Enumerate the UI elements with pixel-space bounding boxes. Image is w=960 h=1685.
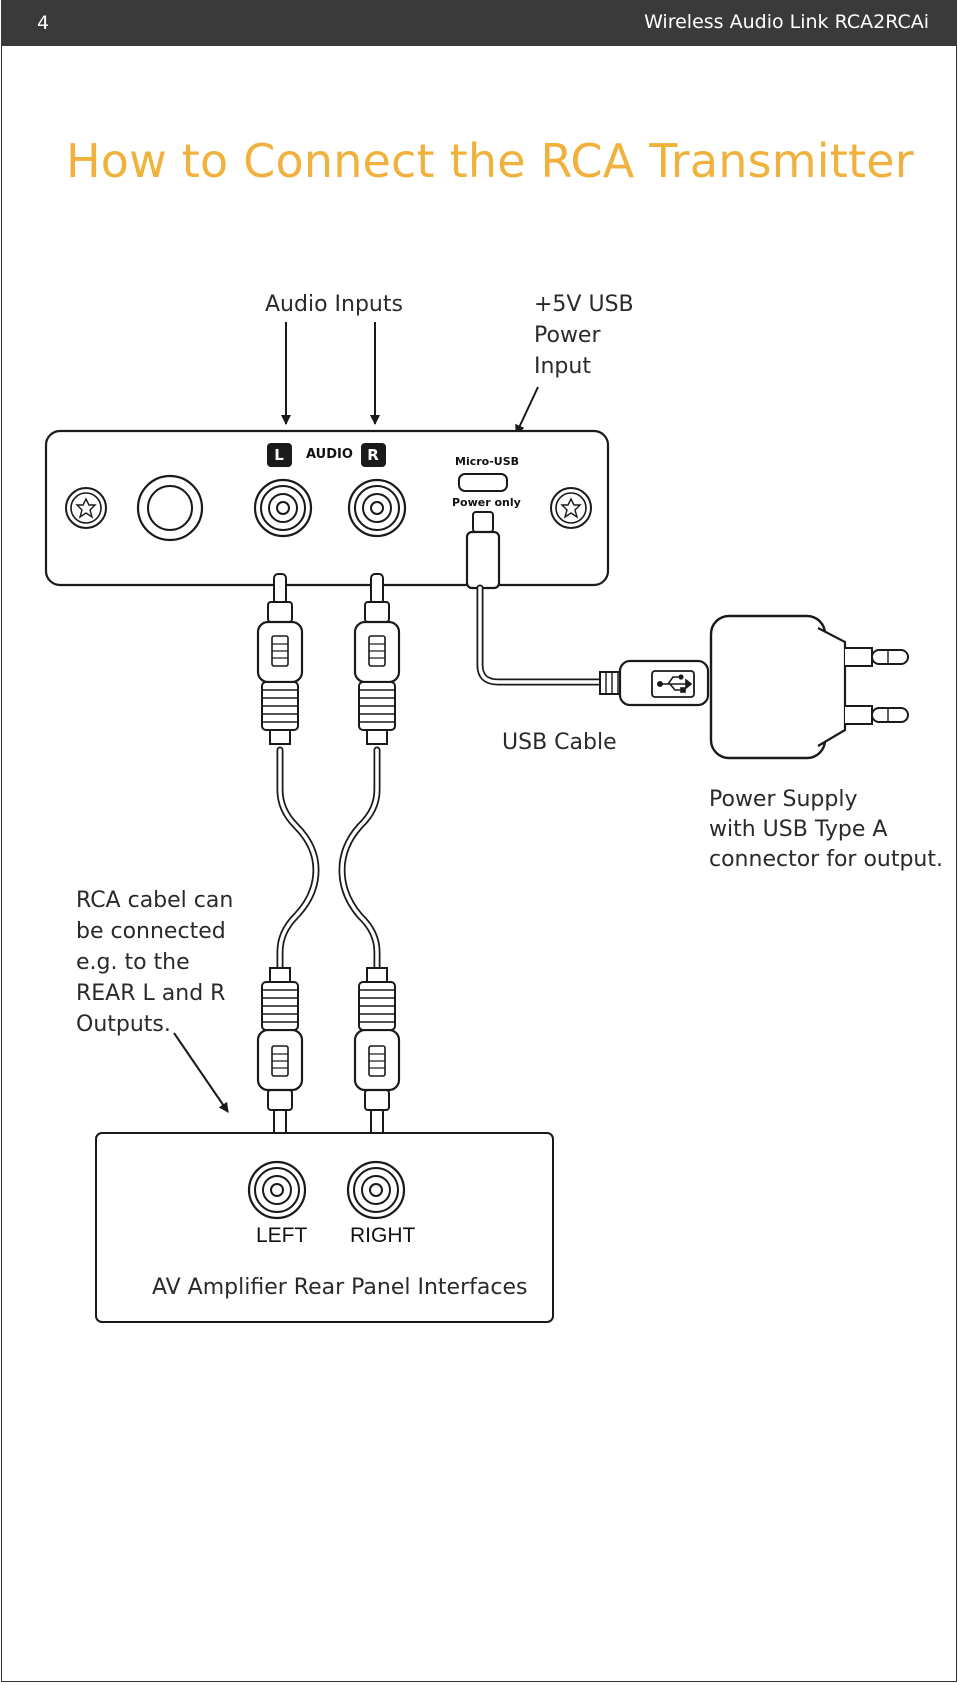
rca-plug-lower-left-icon [258,968,302,1138]
amp-right-label: RIGHT [350,1224,416,1247]
rca-note-line4: REAR L and R [76,981,226,1006]
rca-cable [280,750,377,980]
rca-jack-left-icon [255,480,311,536]
amp-jack-left-icon [249,1162,305,1218]
rca-jack-right-icon [349,480,405,536]
power-supply-label-line1: Power Supply [709,787,858,812]
screw-right-icon [551,488,591,528]
rca-note-line3: e.g. to the [76,950,190,975]
micro-usb-plug-icon [473,512,493,532]
rca-note-line1: RCA cabel can [76,888,234,913]
micro-usb-label: Micro-USB [455,455,520,468]
usb-power-label-line2: Power [534,323,601,348]
usb-power-label-line1: +5V USB [534,292,634,317]
usb-power-label-line3: Input [534,354,591,379]
power-supply-label-line2: with USB Type A [709,817,888,842]
power-only-label: Power only [452,496,521,509]
amp-panel-label: AV Amplifier Rear Panel Interfaces [152,1275,528,1300]
arrow-rca-note [174,1033,228,1112]
rca-note-line5: Outputs. [76,1012,171,1037]
audio-label: AUDIO [306,447,353,462]
rca-plug-lower-right-icon [355,968,399,1138]
screw-left-icon [66,488,106,528]
rca-note-line2: be connected [76,919,226,944]
rca-plug-upper-left-icon [258,574,302,744]
amp-left-label: LEFT [256,1224,308,1247]
power-supply-icon [711,616,908,758]
audio-inputs-label: Audio Inputs [265,292,403,317]
power-supply-label-line3: connector for output. [709,847,943,872]
running-title: Wireless Audio Link RCA2RCAi [644,11,929,33]
usb-cable-label: USB Cable [502,730,617,755]
arrow-usb-power [516,387,538,434]
badge-right-text: R [367,446,379,464]
amp-jack-right-icon [348,1162,404,1218]
micro-usb-port-icon [459,474,507,491]
page-number: 4 [37,12,50,34]
page-title: How to Connect the RCA Transmitter [66,134,914,188]
usb-cable [480,588,608,682]
badge-left-text: L [274,446,284,464]
rca-plug-upper-right-icon [355,574,399,744]
